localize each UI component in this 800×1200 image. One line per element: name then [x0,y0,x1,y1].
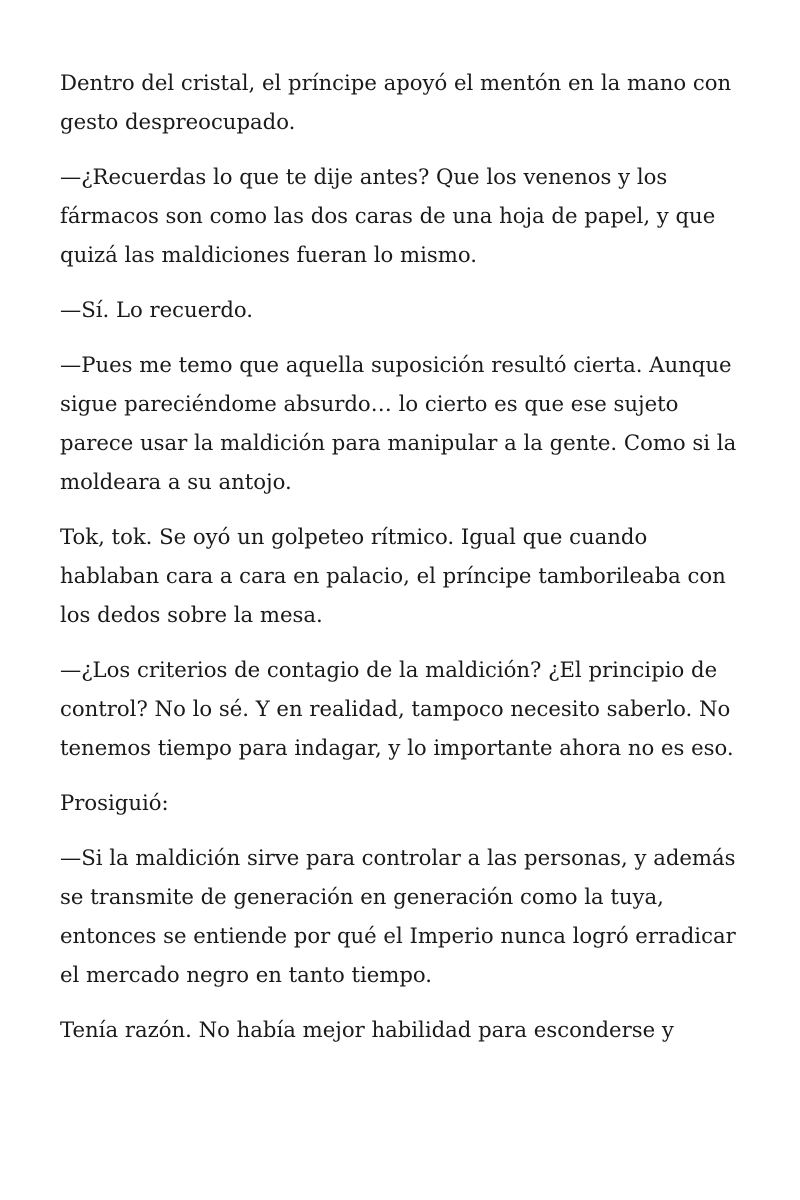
paragraph: —Pues me temo que aquella suposición resultó cierta. Aunque sigue pareciéndome absurdo… lo cierto es que ese sujeto parece usar la maldición para manipular a la gente. Como si la moldeara a su antojo. [60,352,737,494]
paragraph: —¿Los criterios de contagio de la maldición? ¿El principio de control? No lo sé. Y en realidad, tampoco necesito saberlo. No tenemos tiempo para indagar, y lo importante ahora no es eso. [60,657,734,760]
paragraph: —Sí. Lo recuerdo. [60,297,254,322]
paragraph: Prosiguió: [60,790,169,815]
paragraph: —¿Recuerdas lo que te dije antes? Que los venenos y los fármacos son como las dos caras de una hoja de papel, y que quizá las maldiciones fueran lo mismo. [60,164,716,267]
paragraph: Tok, tok. Se oyó un golpeteo rítmico. Igual que cuando hablaban cara a cara en palacio, el príncipe tamborileaba con los dedos sobre la mesa. [60,524,726,627]
paragraph: Dentro del cristal, el príncipe apoyó el mentón en la mano con gesto despreocupado. [60,70,732,134]
paragraph: Tenía razón. No había mejor habilidad para esconderse y [60,1017,674,1042]
book-page [60,63,750,1065]
paragraph: —Si la maldición sirve para controlar a las personas, y además se transmite de generación en generación como la tuya, entonces se entiende por qué el Imperio nunca logró erradicar el mercado negro en tanto tiempo. [60,845,736,987]
